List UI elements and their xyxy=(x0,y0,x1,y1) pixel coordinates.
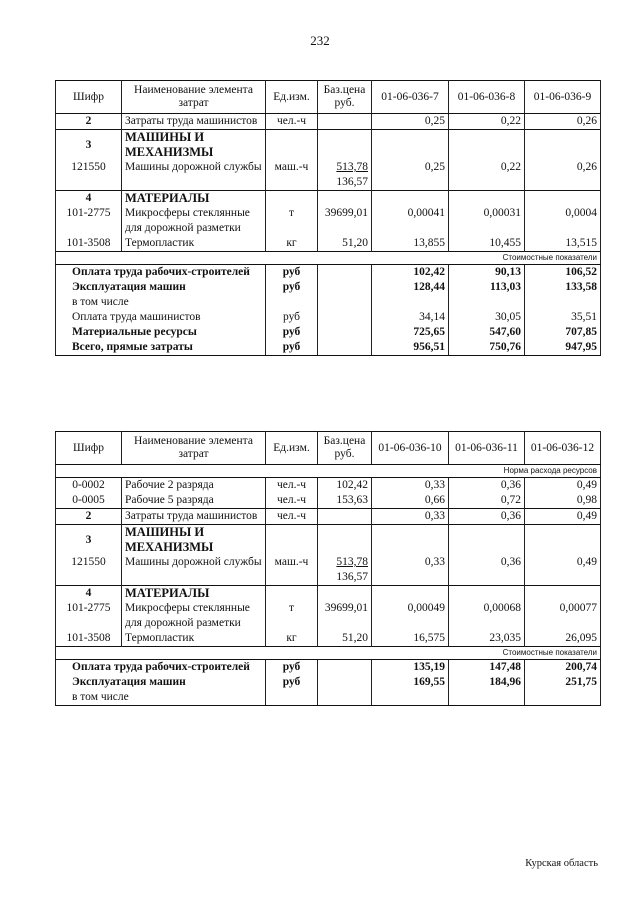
header-col-3: 01-06-036-12 xyxy=(525,432,601,465)
header-col-1: 01-06-036-10 xyxy=(372,432,449,465)
cost-row: Эксплуатация машин в том числе руб 128,44 113,03 133,58 xyxy=(56,280,601,310)
section-row-materials: 4 МАТЕРИАЛЫ xyxy=(56,191,601,207)
table-row: 101-2775 Микросферы стеклянные для дорожной разметки т 39699,01 0,00049 0,00068 0,00077 xyxy=(56,601,601,631)
table-row: 101-3508 Термопластик кг 51,20 16,575 23,035 26,095 xyxy=(56,631,601,647)
section-row-machines: 3 МАШИНЫ И МЕХАНИЗМЫ xyxy=(56,525,601,556)
header-cipher: Шифр xyxy=(56,432,122,465)
section-row-materials: 4 МАТЕРИАЛЫ xyxy=(56,586,601,602)
cost-row: Оплата труда рабочих-строителей руб 135,19 147,48 200,74 xyxy=(56,660,601,676)
cost-indicators-label-row: Стоимостные показатели xyxy=(56,252,601,265)
cost-indicators-label-row: Стоимостные показатели xyxy=(56,647,601,660)
cost-row-total: Всего, прямые затраты руб 956,51 750,76 947,95 xyxy=(56,340,601,356)
table-row: 121550 Машины дорожной службы маш.-ч 513,78 136,57 0,33 0,36 0,49 xyxy=(56,555,601,586)
header-col-3: 01-06-036-9 xyxy=(525,81,601,114)
header-col-2: 01-06-036-11 xyxy=(449,432,525,465)
section-row-machines: 3 МАШИНЫ И МЕХАНИЗМЫ xyxy=(56,130,601,161)
header-name: Наименование элемента затрат xyxy=(122,432,266,465)
norm-label-row: Норма расхода ресурсов xyxy=(56,465,601,478)
table-header-row xyxy=(56,81,601,114)
header-unit: Ед.изм. xyxy=(266,432,318,465)
resource-table-1 xyxy=(55,80,601,356)
table-row: 0-0002 Рабочие 2 разряда чел.-ч 102,42 0,33 0,36 0,49 xyxy=(56,478,601,494)
table-row: 101-3508 Термопластик кг 51,20 13,855 10,455 13,515 xyxy=(56,236,601,252)
header-col-2: 01-06-036-8 xyxy=(449,81,525,114)
header-name: Наименование элемента затрат xyxy=(122,81,266,114)
cost-row: Оплата труда рабочих-строителей руб 102,42 90,13 106,52 xyxy=(56,265,601,281)
table-row: 0-0005 Рабочие 5 разряда чел.-ч 153,63 0,66 0,72 0,98 xyxy=(56,493,601,509)
header-unit: Ед.изм. xyxy=(266,81,318,114)
table-row: 2 Затраты труда машинистов чел.-ч 0,25 0,22 0,26 xyxy=(56,114,601,130)
header-col-1: 01-06-036-7 xyxy=(372,81,449,114)
cost-row: Эксплуатация машин в том числе руб 169,55 184,96 251,75 xyxy=(56,675,601,706)
header-price: Баз.цена руб. xyxy=(318,81,372,114)
table-row: 121550 Машины дорожной службы маш.-ч 513,78 136,57 0,25 0,22 0,26 xyxy=(56,160,601,191)
resource-table-2 xyxy=(55,431,601,706)
page-number: 232 xyxy=(310,33,330,48)
cost-row: Оплата труда машинистов руб 34,14 30,05 35,51 xyxy=(56,310,601,325)
table-header-row xyxy=(56,432,601,465)
region-footer: Курская область xyxy=(525,858,598,869)
header-cipher: Шифр xyxy=(56,81,122,114)
table-row: 101-2775 Микросферы стеклянные для дорожной разметки т 39699,01 0,00041 0,00031 0,0004 xyxy=(56,206,601,236)
cost-row: Материальные ресурсы руб 725,65 547,60 707,85 xyxy=(56,325,601,340)
table-row: 2 Затраты труда машинистов чел.-ч 0,33 0,36 0,49 xyxy=(56,509,601,525)
header-price: Баз.цена руб. xyxy=(318,432,372,465)
